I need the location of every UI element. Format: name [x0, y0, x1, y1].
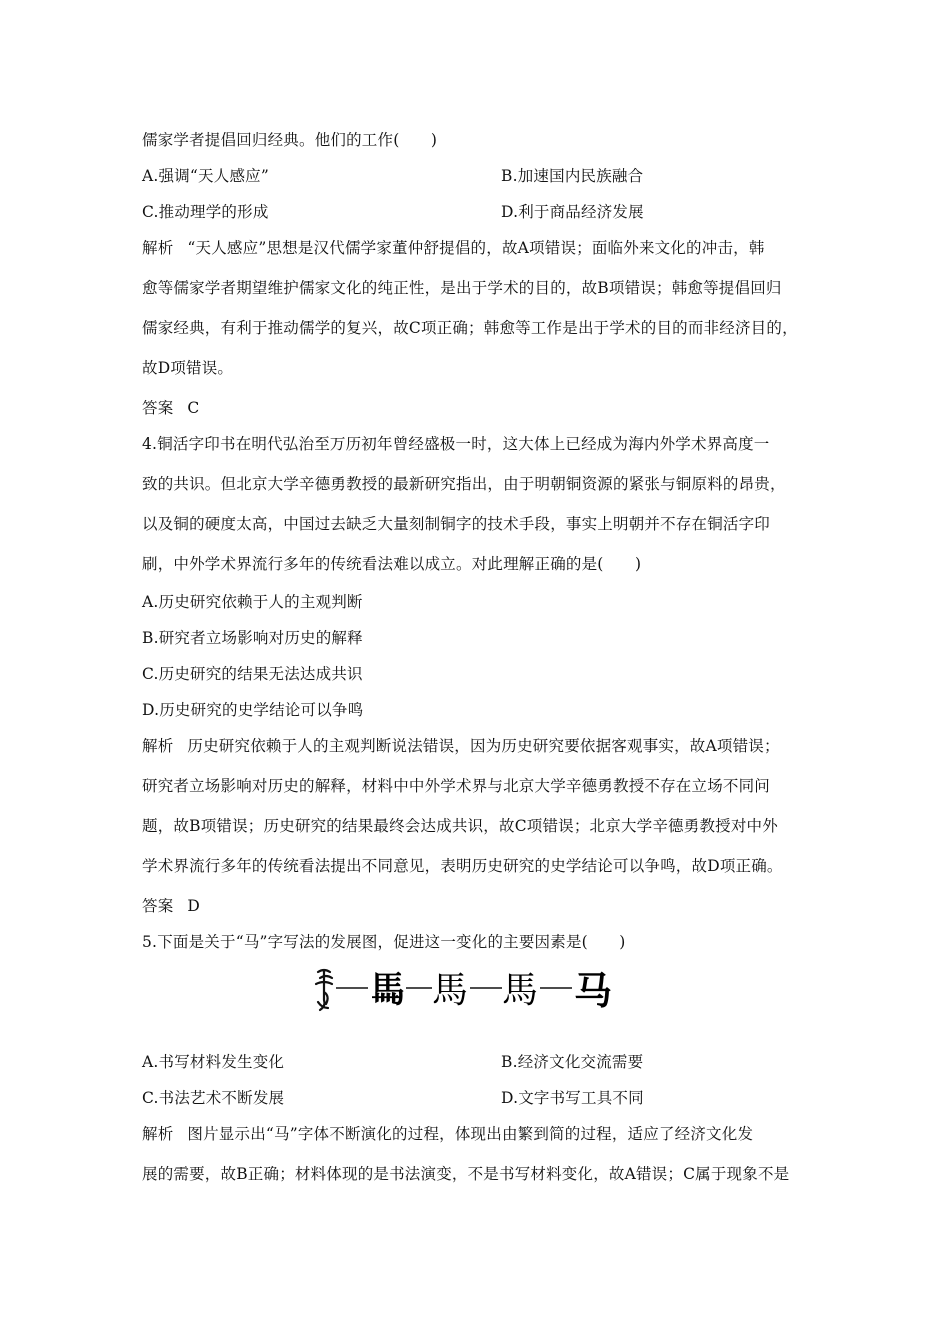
- q4-analysis-line-3: 题，故B项错误；历史研究的结果最终会达成共识，故C项错误；北京大学辛德勇教授对中外: [142, 817, 778, 835]
- q5-analysis-line-1: [142, 1122, 753, 1144]
- q4-stem-line-1: 4.铜活字印书在明代弘治至万历初年曾经盛极一时，这大体上已经成为海内外学术界高度一: [142, 435, 770, 453]
- q3-analysis-line-2: 愈等儒家学者期望维护儒家文化的纯正性，是出于学术的目的，故B项错误；韩愈等提倡回归: [142, 279, 782, 297]
- q4-analysis-text-1: 历史研究依赖于人的主观判断说法错误，因为历史研究要依据客观事实，故A项错误；: [187, 737, 780, 755]
- q4-option-a: A.历史研究依赖于人的主观判断: [142, 593, 363, 611]
- seal-script-ma-glyph: 𩡧: [370, 969, 407, 1011]
- q4-analysis-label: 解析: [142, 737, 174, 755]
- clerical-script-ma-glyph: 馬: [432, 970, 469, 1011]
- q3-option-b: B.加速国内民族融合: [501, 167, 644, 185]
- q5-option-b: B.经济文化交流需要: [501, 1053, 644, 1071]
- q3-analysis-line-4: 故D项错误。: [142, 359, 234, 377]
- q3-answer-label: 答案: [142, 399, 174, 417]
- q4-answer-label: 答案: [142, 897, 174, 915]
- q3-analysis-label: 解析: [142, 239, 174, 257]
- q4-analysis-line-2: 研究者立场影响对历史的解释，材料中中外学术界与北京大学辛德勇教授不存在立场不同问: [142, 777, 771, 795]
- q3-option-a: A.强调“天人感应”: [142, 167, 269, 185]
- q3-option-c: C.推动理学的形成: [142, 203, 269, 221]
- q4-stem-line-3: 以及铜的硬度太高，中国过去缺乏大量刻制铜字的技术手段，事实上明朝并不存在铜活字印: [142, 515, 771, 533]
- q5-analysis-line-2: 展的需要，故B正确；材料体现的是书法演变，不是书写材料变化，故A错误；C属于现象不是: [142, 1165, 790, 1183]
- q5-option-c: C.书法艺术不断发展: [142, 1089, 285, 1107]
- q3-analysis-line-1: [142, 236, 765, 258]
- q3-analysis-line-3: 儒家经典，有利于推动儒学的复兴，故C项正确；韩愈等工作是出于学术的目的而非经济目的，: [142, 319, 798, 337]
- q3-answer: [142, 396, 199, 418]
- oracle-bone-ma-glyph: [316, 970, 332, 1010]
- q4-analysis-line-4: 学术界流行多年的传统看法提出不同意见，表明历史研究的史学结论可以争鸣，故D项正确。: [142, 857, 783, 875]
- q4-stem-line-4: 刷，中外学术界流行多年的传统看法难以成立。对此理解正确的是( ): [142, 555, 642, 573]
- q3-analysis-text-1: “天人感应”思想是汉代儒学家董仲舒提倡的，故A项错误；面临外来文化的冲击，韩: [187, 239, 765, 257]
- q4-stem-line-2: 致的共识。但北京大学辛德勇教授的最新研究指出，由于明朝铜资源的紧张与铜原料的昂贵，: [142, 475, 786, 493]
- q3-answer-value: C: [187, 399, 200, 417]
- q5-option-d: D.文字书写工具不同: [501, 1089, 644, 1107]
- q5-option-a: A.书写材料发生变化: [142, 1053, 285, 1071]
- q3-option-d: D.利于商品经济发展: [501, 203, 644, 221]
- q4-option-b: B.研究者立场影响对历史的解释: [142, 629, 363, 647]
- q4-answer-value: D: [187, 897, 201, 915]
- q3-stem-tail: 儒家学者提倡回归经典。他们的工作( ): [142, 131, 438, 149]
- q5-stem: 5.下面是关于“马”字写法的发展图，促进这一变化的主要因素是( ): [142, 933, 626, 951]
- q5-analysis-text-1: 图片显示出“马”字体不断演化的过程，体现出由繁到简的过程，适应了经济文化发: [187, 1125, 754, 1143]
- regular-script-ma-glyph: 馬: [502, 970, 539, 1011]
- ma-character-evolution-figure: [310, 962, 640, 1016]
- q4-analysis-line-1: [142, 734, 780, 756]
- simplified-ma-glyph: 马: [574, 968, 613, 1013]
- q4-option-c: C.历史研究的结果无法达成共识: [142, 665, 363, 683]
- q5-analysis-label: 解析: [142, 1125, 174, 1143]
- q4-option-d: D.历史研究的史学结论可以争鸣: [142, 701, 364, 719]
- q4-answer: [142, 894, 200, 916]
